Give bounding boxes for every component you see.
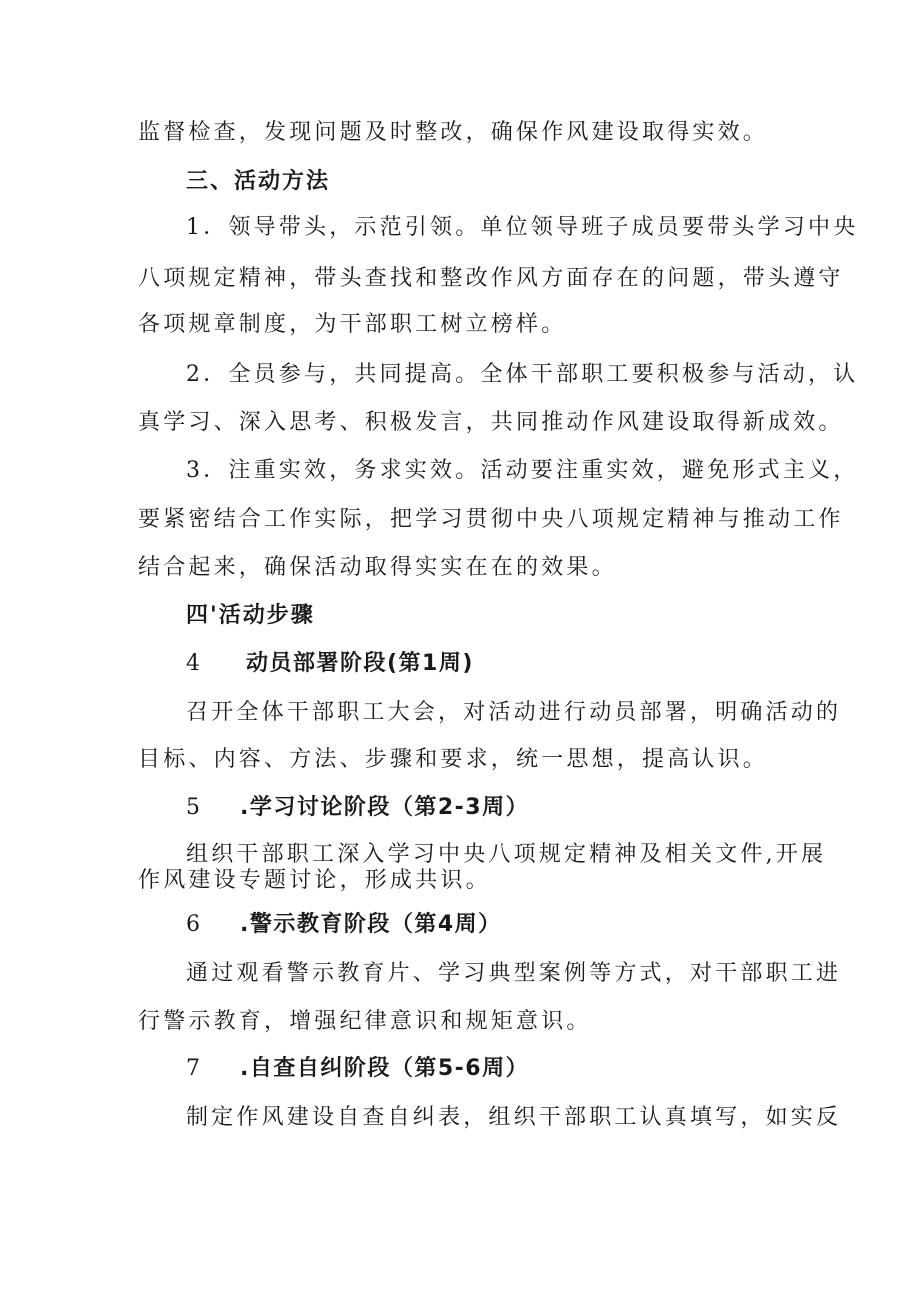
step-title: .学习讨论阶段（第2-3周） bbox=[240, 795, 530, 820]
step-number: 4 bbox=[186, 651, 202, 676]
paragraph-line: 监督检查，发现问题及时整改，确保作风建设取得实效。 bbox=[138, 120, 769, 145]
section-heading-steps: 四'活动步骤 bbox=[186, 603, 315, 628]
paragraph-line: 制定作风建设自查自纠表，组织干部职工认真填写，如实反 bbox=[186, 1105, 842, 1130]
step-number: 5 bbox=[186, 795, 202, 820]
section-heading-methods: 三、活动方法 bbox=[186, 169, 331, 194]
step-title: .警示教育阶段（第4周） bbox=[240, 912, 502, 937]
paragraph-line: 八项规定精神，带头查找和整改作风方面存在的问题，带头遵守 bbox=[138, 266, 844, 291]
paragraph-line: 3．注重实效，务求实效。活动要注重实效，避免形式主义， bbox=[186, 458, 859, 483]
paragraph-line: 目标、内容、方法、步骤和要求，统一思想，提高认识。 bbox=[138, 747, 769, 772]
step-title: .自查自纠阶段（第5-6周） bbox=[240, 1056, 530, 1081]
paragraph-line: 组织干部职工深入学习中央八项规定精神及相关文件,开展 bbox=[186, 842, 827, 867]
paragraph-line: 要紧密结合工作实际，把学习贯彻中央八项规定精神与推动工作 bbox=[138, 507, 844, 532]
paragraph-line: 召开全体干部职工大会，对活动进行动员部署，明确活动的 bbox=[186, 700, 842, 725]
paragraph-line: 各项规章制度，为干部职工树立榜样。 bbox=[138, 312, 567, 337]
paragraph-line: 1．领导带头，示范引领。单位领导班子成员要带头学习中央 bbox=[186, 215, 859, 240]
step-number: 7 bbox=[186, 1056, 202, 1081]
step-number: 6 bbox=[186, 912, 202, 937]
paragraph-line: 真学习、深入思考、积极发言，共同推动作风建设取得新成效。 bbox=[138, 410, 844, 435]
paragraph-line: 通过观看警示教育片、学习典型案例等方式，对干部职工进 bbox=[186, 961, 842, 986]
paragraph-line: 行警示教育，增强纪律意识和规矩意识。 bbox=[138, 1009, 592, 1034]
paragraph-line: 结合起来，确保活动取得实实在在的效果。 bbox=[138, 555, 617, 580]
paragraph-line: 作风建设专题讨论，形成共识。 bbox=[138, 868, 491, 893]
step-title: 动员部署阶段(第1周) bbox=[246, 651, 474, 676]
paragraph-line: 2．全员参与，共同提高。全体干部职工要积极参与活动，认 bbox=[186, 362, 859, 387]
